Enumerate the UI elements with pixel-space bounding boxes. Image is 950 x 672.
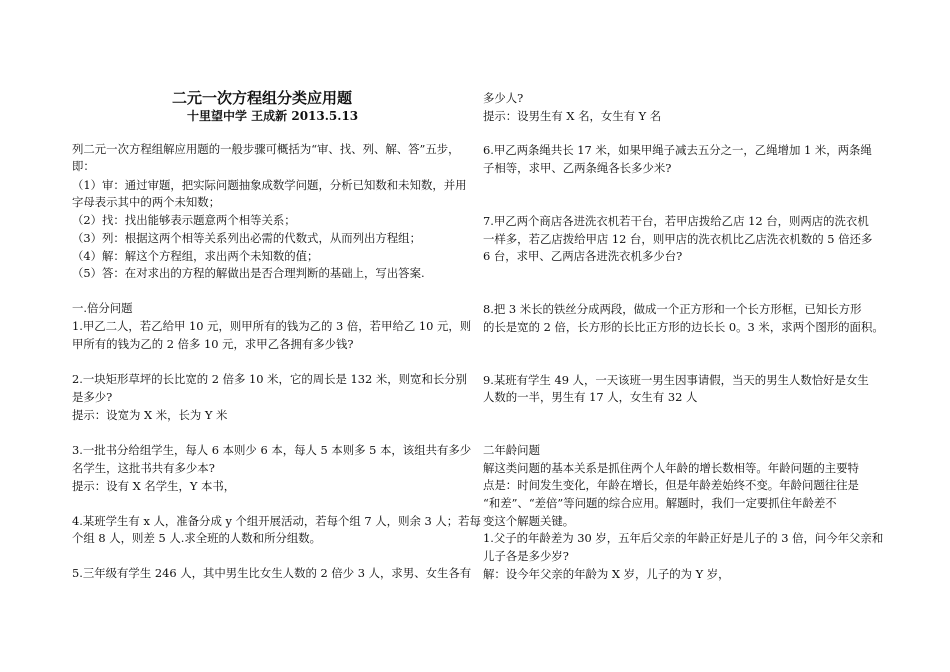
question-line: 7.甲乙两个商店各进洗衣机若干台，若甲店拨给乙店 12 台，则两店的洗衣机 — [483, 214, 869, 228]
question-line: 人数的一半，男生有 17 人，女生有 32 人 — [483, 390, 698, 404]
question-line: 4.某班学生有 x 人，准备分成 y 个组开展活动，若每个组 7 人，则余 3 人；若每 — [72, 514, 481, 528]
question-line: 1.父子的年龄差为 30 岁，五年后父亲的年龄正好是儿子的 3 倍，问今年父亲和 — [483, 531, 884, 545]
intro-line: （4）解：解这个方程组，求出两个未知数的值； — [72, 249, 319, 263]
question-line: 名学生，这批书共有多少本? — [72, 461, 215, 475]
section-heading: 一.倍分问题 — [72, 301, 133, 315]
intro-line: （3）列：根据这两个相等关系列出必需的代数式，从而列出方程组； — [72, 231, 421, 245]
question-line: 6 台，求甲、乙两店各进洗衣机多少台? — [483, 249, 683, 263]
question-line: 2.一块矩形草坪的长比宽的 2 倍多 10 米，它的周长是 132 米，则宽和长分别 — [72, 372, 468, 386]
question-line: 3.一批书分给组学生，每人 6 本则少 6 本，每人 5 本则多 5 本，该组共有多少 — [72, 443, 472, 457]
question-line: 个组 8 人，则差 5 人.求全班的人数和所分组数。 — [72, 531, 322, 545]
section-intro-line: “和差”、“差倍”等问题的综合应用。解题时，我们一定要抓住年龄差不 — [483, 496, 837, 510]
intro-line: （5）答：在对求出的方程的解做出是否合理判断的基础上，写出答案. — [72, 266, 425, 280]
section-intro-line: 点是：时间发生变化，年龄在增长，但是年龄差始终不变。年龄问题往往是 — [483, 478, 859, 492]
question-line: 子相等，求甲、乙两条绳各长多少米? — [483, 161, 672, 175]
question-line: 多少人? — [483, 91, 524, 105]
document-subtitle: 十里望中学 王成新 2013.5.13 — [187, 109, 359, 123]
intro-line: （1）审：通过审题，把实际问题抽象成数学问题，分析已知数和未知数，并用 — [72, 178, 467, 192]
question-line: 6.甲乙两条绳共长 17 米，如果甲绳子减去五分之一，乙绳增加 1 米，两条绳 — [483, 143, 872, 157]
section-heading: 二年龄问题 — [483, 443, 540, 457]
intro-line: 列二元一次方程组解应用题的一般步骤可概括为“审、找、列、解、答”五步， — [72, 142, 460, 156]
question-line: 8.把 3 米长的铁丝分成两段，做成一个正方形和一个长方形框，已知长方形 — [483, 302, 862, 316]
document-title: 二元一次方程组分类应用题 — [172, 89, 353, 107]
hint-line: 提示：设宽为 X 米，长为 Y 米 — [72, 408, 228, 422]
hint-line: 提示：设男生有 X 名，女生有 Y 名 — [483, 109, 662, 123]
question-line: 一样多，若乙店拨给甲店 12 台，则甲店的洗衣机比乙店洗衣机数的 5 倍还多 — [483, 232, 873, 246]
section-intro-line: 解这类问题的基本关系是抓住两个人年龄的增长数相等。年龄问题的主要特 — [483, 461, 859, 475]
question-line: 儿子各是多少岁? — [483, 549, 569, 563]
intro-line: （2）找：找出能够表示题意两个相等关系； — [72, 213, 296, 227]
question-line: 5.三年级有学生 246 人，其中男生比女生人数的 2 倍少 3 人，求男、女生各有 — [72, 566, 472, 580]
intro-line: 即： — [72, 159, 95, 173]
question-line: 1.甲乙二人，若乙给甲 10 元，则甲所有的钱为乙的 3 倍，若甲给乙 10 元，则 — [72, 319, 472, 333]
intro-line: 字母表示其中的两个未知数； — [72, 195, 221, 209]
question-line: 9.某班有学生 49 人，一天该班一男生因事请假，当天的男生人数恰好是女生 — [483, 373, 869, 387]
section-intro-line: 变这个解题关键。 — [483, 514, 575, 528]
answer-line: 解：设今年父亲的年龄为 X 岁，儿子的为 Y 岁， — [483, 567, 730, 581]
question-line: 是多少? — [72, 390, 113, 404]
question-line: 的长是宽的 2 倍，长方形的长比正方形的边长长 0。3 米，求两个图形的面积。 — [483, 320, 884, 334]
hint-line: 提示：设有 X 名学生，Y 本书， — [72, 479, 236, 493]
question-line: 甲所有的钱为乙的 2 倍多 10 元，求甲乙各拥有多少钱? — [72, 337, 354, 351]
